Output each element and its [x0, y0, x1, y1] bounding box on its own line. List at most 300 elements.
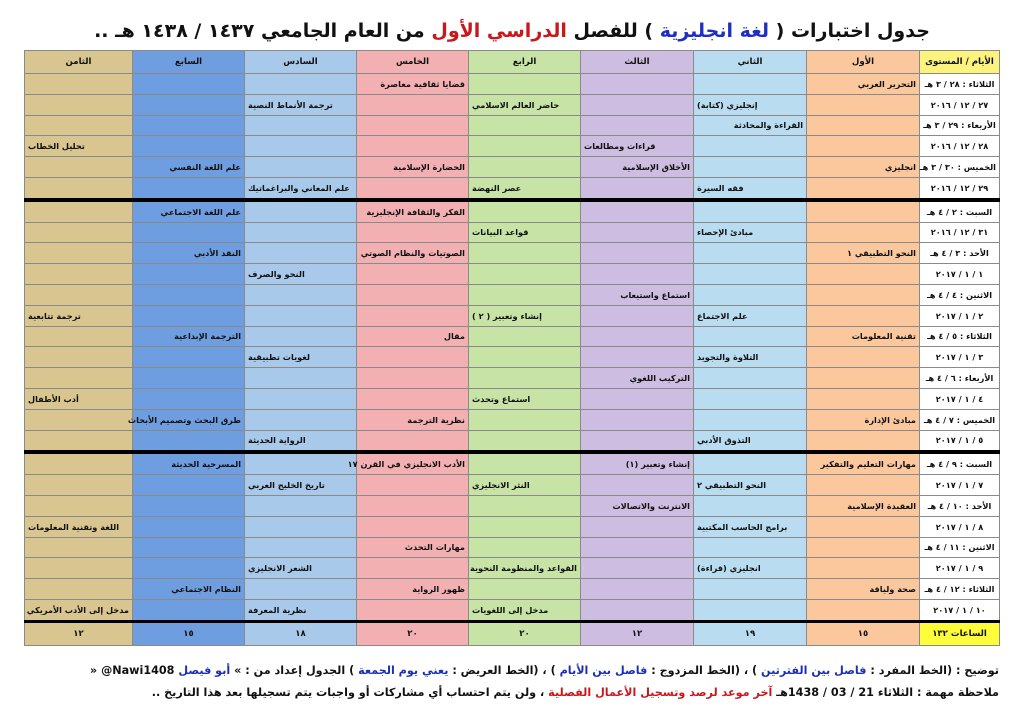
- day-label: الثلاثاء : ١٢ / ٤ هـ: [920, 579, 1000, 600]
- exam-cell: [581, 475, 694, 496]
- exam-cell: [581, 537, 694, 558]
- exam-cell: النقد الأدبي: [133, 243, 245, 264]
- exam-cell: [807, 200, 920, 222]
- exam-cell: استماع واستيعاب: [581, 284, 694, 305]
- total-hours-label: الساعات ١٣٢: [920, 621, 1000, 645]
- exam-cell: [245, 326, 357, 347]
- author-name: أبو فيصل: [178, 664, 231, 677]
- exam-cell: [357, 284, 469, 305]
- exam-cell: علم اللغة الاجتماعي: [133, 200, 245, 222]
- exam-cell: [25, 222, 133, 243]
- level-hours-7: ١٥: [133, 621, 245, 645]
- exam-cell: [25, 284, 133, 305]
- header-level-7: السابع: [133, 51, 245, 74]
- schedule-row: [25, 368, 1000, 389]
- exam-cell: [469, 430, 581, 452]
- exam-cell: النحو التطبيقي ٢: [694, 475, 807, 496]
- level-hours-3: ١٢: [581, 621, 694, 645]
- exam-cell: الأدب الانجليزي في القرن ١٧: [357, 452, 469, 474]
- exam-cell: مهارات التعليم والتفكير: [807, 452, 920, 474]
- schedule-row: [25, 599, 1000, 621]
- header-level-8: الثامن: [25, 51, 133, 74]
- exam-cell: الانترنت والاتصالات: [581, 495, 694, 516]
- exam-cell: [694, 200, 807, 222]
- header-level-2: الثاني: [694, 51, 807, 74]
- exam-cell: [133, 347, 245, 368]
- exam-cell: [469, 495, 581, 516]
- schedule-row: [25, 388, 1000, 409]
- schedule-row: [25, 537, 1000, 558]
- schedule-row: [25, 495, 1000, 516]
- gregorian-date: ١٠ / ١ / ٢٠١٧: [920, 599, 1000, 621]
- exam-cell: قواعد البيانات: [469, 222, 581, 243]
- exam-cell: [581, 347, 694, 368]
- exam-cell: [245, 305, 357, 326]
- exam-cell: [25, 537, 133, 558]
- level-hours-6: ١٨: [245, 621, 357, 645]
- exam-cell: [25, 347, 133, 368]
- exam-cell: [25, 177, 133, 199]
- exam-cell: [469, 368, 581, 389]
- exam-cell: [357, 495, 469, 516]
- exam-cell: [581, 430, 694, 452]
- gregorian-date: ٥ / ١ / ٢٠١٧: [920, 430, 1000, 452]
- exam-cell: [245, 516, 357, 537]
- exam-cell: النظام الاجتماعي: [133, 579, 245, 600]
- exam-cell: [469, 136, 581, 157]
- day-label: الأحد : ٣ / ٤ هـ: [920, 243, 1000, 264]
- exam-cell: مدخل إلى اللغويات: [469, 599, 581, 621]
- exam-cell: [357, 475, 469, 496]
- day-label: الخميس : ٧ / ٤ هـ: [920, 409, 1000, 430]
- exam-cell: [807, 177, 920, 199]
- exam-cell: [581, 243, 694, 264]
- exam-cell: قضايا ثقافية معاصرة: [357, 74, 469, 95]
- exam-cell: [245, 284, 357, 305]
- day-label: الاثنين : ١١ / ٤ هـ: [920, 537, 1000, 558]
- schedule-row: [25, 157, 1000, 178]
- exam-cell: [581, 94, 694, 115]
- level-hours-5: ٢٠: [357, 621, 469, 645]
- day-label: الثلاثاء : ٢٨ / ٣ هـ: [920, 74, 1000, 95]
- exam-cell: لغويات تطبيقية: [245, 347, 357, 368]
- exam-cell: الفكر والثقافة الإنجليزية: [357, 200, 469, 222]
- exam-cell: [357, 368, 469, 389]
- day-label: الأربعاء : ٦ / ٤ هـ: [920, 368, 1000, 389]
- gregorian-date: ٣١ / ١٢ / ٢٠١٦: [920, 222, 1000, 243]
- total-hours-row: [25, 621, 1000, 645]
- exam-cell: ترجمة تتابعية: [25, 305, 133, 326]
- exam-cell: [25, 157, 133, 178]
- exam-cell: [245, 136, 357, 157]
- exam-cell: نظرية الترجمة: [357, 409, 469, 430]
- exam-cell: [133, 222, 245, 243]
- exam-cell: مبادئ الإدارة: [807, 409, 920, 430]
- exam-cell: الشعر الانجليزي: [245, 558, 357, 579]
- legend-mid3: ) الجدول إعداد من : »: [234, 664, 355, 677]
- header-level-5: الخامس: [357, 51, 469, 74]
- exam-cell: [807, 368, 920, 389]
- exam-cell: [245, 495, 357, 516]
- header-level-3: الثالث: [581, 51, 694, 74]
- exam-cell: اللغة وتقنية المعلومات: [25, 516, 133, 537]
- exam-cell: [245, 452, 357, 474]
- exam-cell: [807, 475, 920, 496]
- schedule-row: [25, 326, 1000, 347]
- schedule-row: [25, 243, 1000, 264]
- exam-cell: [469, 452, 581, 474]
- exam-cell: [581, 264, 694, 285]
- gregorian-date: ٧ / ١ / ٢٠١٧: [920, 475, 1000, 496]
- exam-cell: [807, 599, 920, 621]
- exam-cell: النحو التطبيقي ١: [807, 243, 920, 264]
- exam-cell: [357, 347, 469, 368]
- schedule-row: [25, 347, 1000, 368]
- exam-cell: [245, 368, 357, 389]
- gregorian-date: ٤ / ١ / ٢٠١٧: [920, 388, 1000, 409]
- exam-cell: [581, 388, 694, 409]
- header-level-4: الرابع: [469, 51, 581, 74]
- title-semester: الدراسي الأول: [431, 20, 567, 42]
- exam-cell: صحة ولياقة: [807, 579, 920, 600]
- gregorian-date: ٢٩ / ١٢ / ٢٠١٦: [920, 177, 1000, 199]
- legend-mid1: ) ، (الخط المزدوج :: [651, 664, 758, 677]
- exam-cell: تقنية المعلومات: [807, 326, 920, 347]
- exam-cell: [807, 388, 920, 409]
- exam-cell: النحو والصرف: [245, 264, 357, 285]
- exam-cell: استماع وتحدث: [469, 388, 581, 409]
- gregorian-date: ٩ / ١ / ٢٠١٧: [920, 558, 1000, 579]
- exam-cell: برامج الحاسب المكتبية: [694, 516, 807, 537]
- exam-cell: الصوتيات والنظام الصوتي: [357, 243, 469, 264]
- exam-cell: [807, 222, 920, 243]
- exam-cell: مبادئ الإحصاء: [694, 222, 807, 243]
- exam-cell: علم المعاني والبراغماتيك: [245, 177, 357, 199]
- exam-cell: [581, 599, 694, 621]
- exam-cell: [357, 599, 469, 621]
- exam-cell: [133, 136, 245, 157]
- exam-cell: القراءة والمحادثة: [694, 115, 807, 136]
- legend-bold-line: يعني يوم الجمعة: [358, 664, 449, 677]
- exam-cell: العقيدة الإسلامية: [807, 495, 920, 516]
- exam-cell: [133, 430, 245, 452]
- exam-cell: [133, 558, 245, 579]
- day-label: الثلاثاء : ٥ / ٤ هـ: [920, 326, 1000, 347]
- exam-cell: [245, 409, 357, 430]
- legend-line: [24, 660, 999, 682]
- exam-cell: [581, 222, 694, 243]
- exam-cell: [133, 495, 245, 516]
- legend-single-line: فاصل بين الفترتين: [761, 664, 867, 677]
- exam-cell: [25, 94, 133, 115]
- exam-cell: [133, 388, 245, 409]
- header-level-1: الأول: [807, 51, 920, 74]
- exam-cell: [25, 326, 133, 347]
- exam-cell: [25, 368, 133, 389]
- exam-cell: [807, 430, 920, 452]
- exam-cell: [25, 452, 133, 474]
- exam-cell: إنجليزي (كتابة): [694, 94, 807, 115]
- exam-cell: [357, 136, 469, 157]
- exam-cell: [357, 516, 469, 537]
- exam-cell: [357, 430, 469, 452]
- exam-cell: [133, 94, 245, 115]
- exam-cell: [581, 74, 694, 95]
- exam-cell: [469, 537, 581, 558]
- exam-cell: التلاوة والتجويد: [694, 347, 807, 368]
- schedule-row: [25, 579, 1000, 600]
- exam-cell: [469, 200, 581, 222]
- exam-cell: [694, 157, 807, 178]
- gregorian-date: ٢٧ / ١٢ / ٢٠١٦: [920, 94, 1000, 115]
- exam-cell: [807, 284, 920, 305]
- schedule-row: [25, 177, 1000, 199]
- exam-schedule-table: [24, 50, 1000, 646]
- exam-cell: [357, 115, 469, 136]
- exam-cell: [807, 537, 920, 558]
- exam-cell: الأخلاق الإسلامية: [581, 157, 694, 178]
- exam-cell: [25, 200, 133, 222]
- exam-cell: [25, 475, 133, 496]
- exam-cell: مهارات التحدث: [357, 537, 469, 558]
- exam-cell: [25, 115, 133, 136]
- schedule-row: [25, 475, 1000, 496]
- exam-cell: [357, 264, 469, 285]
- legend-double-line: فاصل بين الأيام: [559, 664, 648, 677]
- exam-cell: [694, 452, 807, 474]
- exam-cell: [357, 177, 469, 199]
- exam-cell: علم اللغة النفسي: [133, 157, 245, 178]
- exam-cell: تاريخ الخليج العربي: [245, 475, 357, 496]
- note-rest: ، ولن يتم احتساب أي مشاركات أو واجبات يتم تسجيلها بعد هذا التاريخ ..: [151, 686, 545, 699]
- day-label: السبت : ٢ / ٤ هـ: [920, 200, 1000, 222]
- schedule-row: [25, 222, 1000, 243]
- note-prefix: ملاحظة مهمة : الثلاثاء 21 / 03 / 1438هـ: [776, 686, 999, 699]
- gregorian-date: ٨ / ١ / ٢٠١٧: [920, 516, 1000, 537]
- header-row: [25, 51, 1000, 74]
- exam-cell: [469, 579, 581, 600]
- schedule-row: [25, 516, 1000, 537]
- exam-cell: [694, 284, 807, 305]
- exam-cell: [245, 243, 357, 264]
- exam-cell: مدخل إلى الأدب الأمريكي: [25, 599, 133, 621]
- exam-cell: [133, 475, 245, 496]
- exam-cell: [807, 347, 920, 368]
- level-hours-8: ١٢: [25, 621, 133, 645]
- header-level-6: السادس: [245, 51, 357, 74]
- notes-section: [24, 660, 999, 704]
- exam-cell: [469, 347, 581, 368]
- exam-cell: [245, 157, 357, 178]
- important-note-line: [24, 682, 999, 704]
- schedule-row: [25, 115, 1000, 136]
- exam-cell: [807, 94, 920, 115]
- title-part2: ) للفصل: [573, 20, 654, 42]
- exam-cell: [807, 305, 920, 326]
- exam-cell: [694, 495, 807, 516]
- exam-cell: التحرير العربي: [807, 74, 920, 95]
- exam-cell: [694, 74, 807, 95]
- exam-cell: [245, 537, 357, 558]
- exam-cell: إنشاء وتعبير (١): [581, 452, 694, 474]
- title-subject: لغة انجليزية: [659, 20, 770, 42]
- level-hours-4: ٢٠: [469, 621, 581, 645]
- exam-cell: [581, 558, 694, 579]
- exam-cell: التركيب اللغوي: [581, 368, 694, 389]
- exam-cell: [133, 74, 245, 95]
- exam-cell: [357, 305, 469, 326]
- exam-cell: [469, 74, 581, 95]
- header-days-level: الأيام / المستوى: [920, 51, 1000, 74]
- exam-cell: [694, 264, 807, 285]
- exam-cell: [133, 284, 245, 305]
- gregorian-date: ٢ / ١ / ٢٠١٧: [920, 305, 1000, 326]
- exam-cell: [25, 558, 133, 579]
- exam-cell: [581, 115, 694, 136]
- exam-cell: تحليل الخطاب: [25, 136, 133, 157]
- exam-cell: [133, 177, 245, 199]
- day-label: الاثنين : ٤ / ٤ هـ: [920, 284, 1000, 305]
- exam-cell: [581, 326, 694, 347]
- legend-prefix: توضيح : (الخط المفرد :: [870, 664, 999, 677]
- page-title: [0, 14, 1024, 48]
- day-label: الخميس : ٣٠ / ٣ هـ: [920, 157, 1000, 178]
- exam-cell: عصر النهضة: [469, 177, 581, 199]
- exam-cell: [807, 516, 920, 537]
- exam-cell: النثر الانجليزي: [469, 475, 581, 496]
- author-handle: @Nawi1408: [101, 664, 175, 677]
- exam-cell: [694, 243, 807, 264]
- exam-cell: [469, 284, 581, 305]
- exam-cell: [581, 409, 694, 430]
- level-hours-1: ١٥: [807, 621, 920, 645]
- exam-cell: [469, 115, 581, 136]
- exam-cell: الترجمة الإبداعية: [133, 326, 245, 347]
- exam-cell: [133, 516, 245, 537]
- exam-cell: [133, 264, 245, 285]
- day-label: السبت : ٩ / ٤ هـ: [920, 452, 1000, 474]
- exam-cell: [807, 264, 920, 285]
- exam-cell: [581, 305, 694, 326]
- exam-cell: [357, 94, 469, 115]
- exam-cell: [133, 599, 245, 621]
- schedule-row: [25, 452, 1000, 474]
- exam-cell: [581, 579, 694, 600]
- exam-cell: فقه السيرة: [694, 177, 807, 199]
- exam-cell: [694, 537, 807, 558]
- schedule-row: [25, 74, 1000, 95]
- exam-cell: [807, 558, 920, 579]
- title-part1: جدول اختبارات (: [775, 20, 930, 42]
- exam-cell: انجليزي (قراءة): [694, 558, 807, 579]
- exam-cell: [694, 579, 807, 600]
- exam-cell: [469, 157, 581, 178]
- level-hours-2: ١٩: [694, 621, 807, 645]
- exam-cell: [469, 326, 581, 347]
- exam-cell: انجليزي: [807, 157, 920, 178]
- exam-cell: [357, 388, 469, 409]
- exam-cell: ترجمة الأنماط النصية: [245, 94, 357, 115]
- title-part3: من العام الجامعي ١٤٣٧ / ١٤٣٨ هـ ..: [94, 20, 425, 42]
- exam-cell: إنشاء وتعبير ( ٢ ): [469, 305, 581, 326]
- exam-cell: [133, 368, 245, 389]
- exam-cell: نظرية المعرفة: [245, 599, 357, 621]
- gregorian-date: ٢٨ / ١٢ / ٢٠١٦: [920, 136, 1000, 157]
- schedule-row: [25, 136, 1000, 157]
- exam-cell: [357, 558, 469, 579]
- schedule-row: [25, 264, 1000, 285]
- legend-end: «: [89, 664, 98, 677]
- exam-cell: [694, 326, 807, 347]
- exam-cell: [807, 136, 920, 157]
- exam-cell: [469, 243, 581, 264]
- exam-cell: التذوق الأدبي: [694, 430, 807, 452]
- exam-cell: مقال: [357, 326, 469, 347]
- gregorian-date: ٣ / ١ / ٢٠١٧: [920, 347, 1000, 368]
- exam-cell: [357, 222, 469, 243]
- exam-cell: [694, 409, 807, 430]
- gregorian-date: ١ / ١ / ٢٠١٧: [920, 264, 1000, 285]
- exam-cell: [25, 430, 133, 452]
- exam-cell: [133, 537, 245, 558]
- exam-cell: قراءات ومطالعات: [581, 136, 694, 157]
- exam-cell: [469, 264, 581, 285]
- exam-cell: [469, 409, 581, 430]
- note-deadline: آخر موعد لرصد وتسجيل الأعمال الفصلية: [548, 686, 773, 699]
- exam-cell: القواعد والمنظومة النحوية: [469, 558, 581, 579]
- exam-cell: [25, 264, 133, 285]
- exam-cell: [469, 516, 581, 537]
- exam-cell: [581, 200, 694, 222]
- schedule-row: [25, 430, 1000, 452]
- day-label: الأربعاء : ٢٩ / ٣ هـ: [920, 115, 1000, 136]
- exam-cell: [245, 579, 357, 600]
- exam-cell: [25, 74, 133, 95]
- schedule-row: [25, 284, 1000, 305]
- exam-cell: [245, 115, 357, 136]
- legend-mid2: ) ، (الخط العريض :: [452, 664, 556, 677]
- exam-cell: [694, 388, 807, 409]
- schedule-row: [25, 558, 1000, 579]
- schedule-row: [25, 94, 1000, 115]
- exam-cell: [807, 115, 920, 136]
- exam-cell: [245, 200, 357, 222]
- exam-cell: [694, 599, 807, 621]
- schedule-row: [25, 409, 1000, 430]
- exam-cell: طرق البحث وتصميم الأبحاث: [133, 409, 245, 430]
- exam-cell: ظهور الرواية: [357, 579, 469, 600]
- exam-cell: [694, 136, 807, 157]
- exam-cell: [25, 409, 133, 430]
- exam-cell: [581, 177, 694, 199]
- exam-cell: [581, 516, 694, 537]
- exam-cell: الرواية الحديثة: [245, 430, 357, 452]
- exam-cell: حاضر العالم الاسلامي: [469, 94, 581, 115]
- exam-cell: [25, 495, 133, 516]
- exam-cell: [245, 74, 357, 95]
- exam-cell: [25, 243, 133, 264]
- exam-cell: [245, 222, 357, 243]
- exam-cell: علم الاجتماع: [694, 305, 807, 326]
- exam-cell: [25, 579, 133, 600]
- exam-cell: أدب الأطفال: [25, 388, 133, 409]
- exam-cell: [245, 388, 357, 409]
- exam-cell: المسرحية الحديثة: [133, 452, 245, 474]
- schedule-row: [25, 305, 1000, 326]
- exam-cell: [133, 115, 245, 136]
- exam-cell: [133, 305, 245, 326]
- day-label: الأحد : ١٠ / ٤ هـ: [920, 495, 1000, 516]
